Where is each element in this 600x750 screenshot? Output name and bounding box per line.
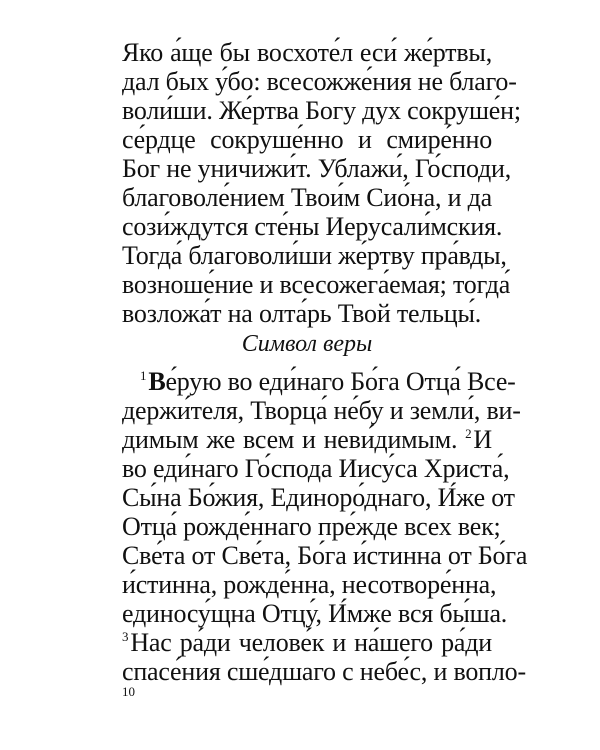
- text-line: Яко а́ще бы восхоте́л еси́ же́ртвы,: [122, 38, 492, 67]
- text-line: Тогда́ благоволи́ши же́ртву пра́вды,: [122, 241, 507, 270]
- text-fragment: е́рую во еди́наго Бо́га Отца́ Все-: [165, 367, 516, 396]
- text-line: [122, 367, 516, 396]
- text-line: се́рдце сокруше́нно и смире́нно: [122, 125, 492, 154]
- text-line: дал бых у́бо: всесожже́ния не благо-: [122, 67, 517, 96]
- verse-number: 1: [140, 368, 147, 384]
- text-line: Бог не уничижи́т. Ублажи́, Го́споди,: [122, 154, 512, 183]
- text-line: возложа́т на олта́рь Твой тельцы́.: [122, 299, 482, 328]
- creed-text: [122, 367, 528, 686]
- text-line: Све́та от Све́та, Бо́га и́стинна от Бо́га: [122, 541, 528, 570]
- text-line: Сы́на Бо́жия, Единоро́днаго, И́же от: [122, 483, 515, 512]
- text-fragment: И: [473, 425, 492, 454]
- page-number: 10: [122, 684, 135, 699]
- text-line: возноше́ние и всесожега́емая; тогда́: [122, 270, 511, 299]
- text-line: во еди́наго Го́спода Иису́са Христа́,: [122, 454, 510, 483]
- text-line: единосу́щна Отцу́, И́мже вся бы́ша.: [122, 599, 508, 628]
- creed-heading: Символ веры: [241, 331, 373, 357]
- text-line: и́стинна, рожде́нна, несотворе́нна,: [122, 570, 497, 599]
- verse-group: [465, 425, 492, 454]
- text-line: держи́теля, Творца́ не́бу и земли́, ви-: [122, 396, 521, 425]
- text-line: Отца́ рожде́ннаго пре́жде всех век;: [122, 512, 501, 541]
- verse-number: 3: [122, 629, 129, 645]
- text-line: благоволе́нием Твои́м Сио́на, и да: [122, 183, 492, 212]
- text-fragment: Нас ра́ди челове́к и на́шего ра́ди: [130, 628, 492, 657]
- text-fragment: димым же всем и неви́димым.: [122, 425, 458, 454]
- initial-letter: В: [148, 367, 166, 396]
- text-line: сози́ждутся сте́ны Иерусали́мския.: [122, 212, 503, 241]
- psalm-prayer-text: [122, 38, 521, 328]
- text-line: [122, 425, 492, 454]
- verse-number: 2: [465, 426, 472, 442]
- text-line: спасе́ния сше́дшаго с небе́с, и вопло-: [122, 657, 526, 686]
- text-line: [122, 628, 492, 657]
- text-line: воли́ши. Же́ртва Богу дух сокруше́н;: [122, 96, 521, 125]
